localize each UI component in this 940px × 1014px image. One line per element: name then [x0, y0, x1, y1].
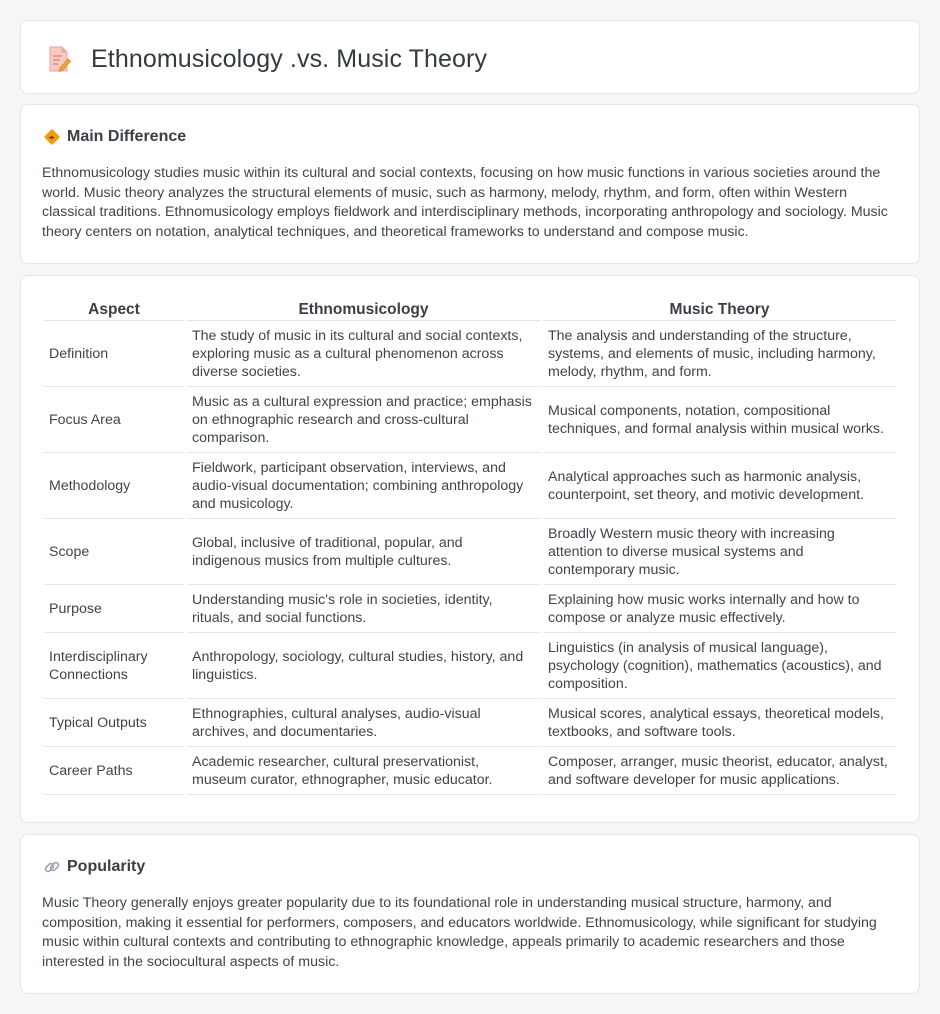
row-music-theory: Musical components, notation, compositional techniques, and formal analysis within musical works.: [543, 387, 896, 453]
row-aspect: Methodology: [44, 453, 184, 519]
row-music-theory: Linguistics (in analysis of musical language), psychology (cognition), mathematics (acoustics), and composition.: [543, 633, 896, 699]
table-row: [44, 585, 896, 633]
row-music-theory: Analytical approaches such as harmonic analysis, counterpoint, set theory, and motivic development.: [543, 453, 896, 519]
table-row: [44, 387, 896, 453]
row-music-theory: Explaining how music works internally and how to compose or analyze music effectively.: [543, 585, 896, 633]
row-aspect: Definition: [44, 321, 184, 387]
row-aspect: Career Paths: [44, 747, 184, 795]
title-row: [47, 43, 487, 75]
row-music-theory: Composer, arranger, music theorist, educator, analyst, and software developer for music applications.: [543, 747, 896, 795]
row-music-theory: Musical scores, analytical essays, theoretical models, textbooks, and software tools.: [543, 699, 896, 747]
row-aspect: Focus Area: [44, 387, 184, 453]
row-aspect: Scope: [44, 519, 184, 585]
popularity-card: [20, 834, 920, 994]
row-ethnomusicology: Global, inclusive of traditional, popular, and indigenous musics from multiple cultures.: [187, 519, 540, 585]
row-ethnomusicology: Understanding music's role in societies, identity, rituals, and social functions.: [187, 585, 540, 633]
table-row: [44, 519, 896, 585]
popularity-header: [43, 857, 145, 877]
document-pencil-icon: [47, 45, 71, 73]
row-aspect: Purpose: [44, 585, 184, 633]
row-aspect: Interdisciplinary Connections: [44, 633, 184, 699]
row-ethnomusicology: Ethnographies, cultural analyses, audio-visual archives, and documentaries.: [187, 699, 540, 747]
table-row: [44, 633, 896, 699]
row-music-theory: Broadly Western music theory with increasing attention to diverse musical systems and contemporary music.: [543, 519, 896, 585]
title-card: [20, 20, 920, 94]
comparison-table: [41, 297, 899, 795]
table-row: [44, 699, 896, 747]
page-title: Ethnomusicology .vs. Music Theory: [91, 44, 488, 73]
main-difference-text: Ethnomusicology studies music within its cultural and social contexts, focusing on how music functions in various societies around the world. Music theory analyzes the structural elements of music, such as harmony, melody, rhythm, and form, often within Western classical traditions. Ethnomusicology employs fieldwork and interdisciplinary methods, incorporating anthropology and sociology. Music theory centers on notation, analytical techniques, and theoretical frameworks to understand and compose music.: [42, 165, 888, 240]
row-ethnomusicology: Music as a cultural expression and practice; emphasis on ethnographic research and cross-cultural comparison.: [187, 387, 540, 453]
header-aspect: Aspect: [44, 297, 184, 321]
row-aspect: Typical Outputs: [44, 699, 184, 747]
table-row: [44, 747, 896, 795]
comparison-table-card: [20, 275, 920, 823]
header-music-theory: Music Theory: [543, 297, 896, 321]
main-difference-header: [43, 127, 186, 147]
row-ethnomusicology: Academic researcher, cultural preservationist, museum curator, ethnographer, music educator.: [187, 747, 540, 795]
row-ethnomusicology: Fieldwork, participant observation, interviews, and audio-visual documentation; combining anthropology and musicology.: [187, 453, 540, 519]
row-ethnomusicology: Anthropology, sociology, cultural studies, history, and linguistics.: [187, 633, 540, 699]
link-icon: [43, 858, 61, 876]
diamond-sign-icon: [43, 128, 61, 146]
row-ethnomusicology: The study of music in its cultural and social contexts, exploring music as a cultural phenomenon across diverse societies.: [187, 321, 540, 387]
popularity-text: Music Theory generally enjoys greater popularity due to its foundational role in understanding musical structure, harmony, and composition, making it essential for performers, composers, and educators worldwide. Ethnomusicology, while significant for studying music within cultural contexts and contributing to ethnographic knowledge, appeals primarily to academic researchers and those interested in the sociocultural aspects of music.: [42, 895, 877, 970]
row-music-theory: The analysis and understanding of the structure, systems, and elements of music, including harmony, melody, rhythm, and form.: [543, 321, 896, 387]
table-header-row: [44, 297, 896, 321]
main-difference-card: [20, 104, 920, 264]
main-difference-heading: Main Difference: [67, 128, 187, 145]
table-row: [44, 321, 896, 387]
popularity-heading: Popularity: [67, 858, 146, 875]
table-row: [44, 453, 896, 519]
header-ethnomusicology: Ethnomusicology: [187, 297, 540, 321]
